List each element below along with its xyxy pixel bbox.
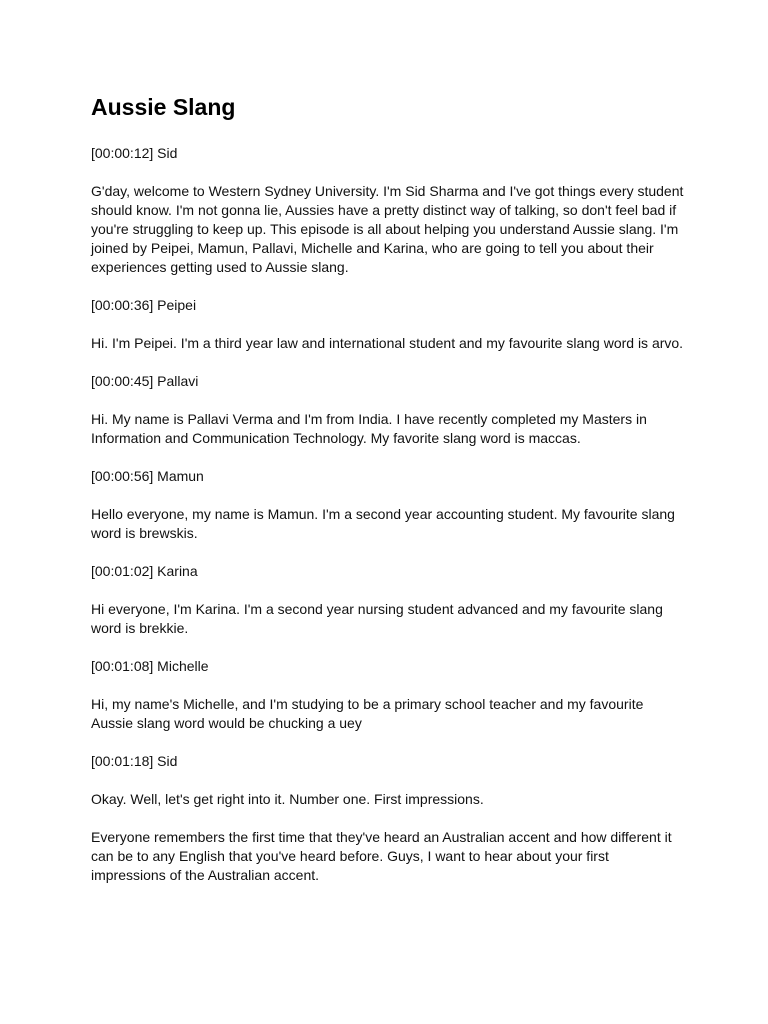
paragraph-line: can be to any English that you've heard before. Guys, I want to hear about your first: [91, 848, 609, 864]
transcript-paragraph: [91, 505, 691, 543]
paragraph-line: word is brewskis.: [91, 525, 198, 541]
transcript-paragraph: [91, 790, 691, 809]
paragraph-line: word is brekkie.: [91, 620, 189, 636]
speaker-timestamp: [00:00:45] Pallavi: [91, 373, 199, 389]
transcript-paragraph: [91, 334, 691, 353]
paragraph-line: Hi, my name's Michelle, and I'm studying to be a primary school teacher and my favourite: [91, 696, 644, 712]
transcript-paragraph: [91, 600, 691, 638]
transcript-entry: [91, 296, 691, 353]
paragraph-line: Aussie slang word would be chucking a uey: [91, 715, 362, 731]
transcript-entries: [91, 144, 691, 885]
speaker-timestamp: [00:01:18] Sid: [91, 753, 178, 769]
transcript-paragraph: [91, 182, 691, 277]
paragraph-line: Hi. My name is Pallavi Verma and I'm from India. I have recently completed my Masters in: [91, 411, 647, 427]
paragraph-line: Okay. Well, let's get right into it. Number one. First impressions.: [91, 791, 484, 807]
transcript-paragraph: [91, 828, 691, 885]
transcript-entry: [91, 562, 691, 638]
paragraph-line: Everyone remembers the first time that they've heard an Australian accent and how different it: [91, 829, 672, 845]
document-title: Aussie Slang: [91, 94, 236, 120]
transcript-entry: [91, 657, 691, 733]
paragraph-line: G'day, welcome to Western Sydney University. I'm Sid Sharma and I've got things every student: [91, 183, 684, 199]
speaker-timestamp: [00:00:12] Sid: [91, 145, 178, 161]
paragraph-line: should know. I'm not gonna lie, Aussies have a pretty distinct way of talking, so don't feel bad if: [91, 202, 677, 218]
paragraph-line: Hello everyone, my name is Mamun. I'm a second year accounting student. My favourite slang: [91, 506, 675, 522]
paragraph-line: Hi. I'm Peipei. I'm a third year law and international student and my favourite slang word is arvo.: [91, 335, 684, 351]
paragraph-line: Information and Communication Technology. My favorite slang word is maccas.: [91, 430, 581, 446]
transcript-entry: [91, 372, 691, 448]
paragraph-line: experiences getting used to Aussie slang.: [91, 259, 349, 275]
paragraph-line: impressions of the Australian accent.: [91, 867, 320, 883]
speaker-timestamp: [00:00:56] Mamun: [91, 468, 204, 484]
transcript-paragraph: [91, 410, 691, 448]
transcript-entry: [91, 752, 691, 885]
speaker-timestamp: [00:01:02] Karina: [91, 563, 198, 579]
paragraph-line: joined by Peipei, Mamun, Pallavi, Michelle and Karina, who are going to tell you about their: [91, 240, 654, 256]
paragraph-line: Hi everyone, I'm Karina. I'm a second year nursing student advanced and my favourite slang: [91, 601, 663, 617]
paragraph-line: you're struggling to keep up. This episode is all about helping you understand Aussie slang. I'm: [91, 221, 679, 237]
transcript-paragraph: [91, 695, 691, 733]
transcript-entry: [91, 467, 691, 543]
speaker-timestamp: [00:01:08] Michelle: [91, 658, 209, 674]
transcript-page: [91, 92, 691, 904]
transcript-entry: [91, 144, 691, 277]
speaker-timestamp: [00:00:36] Peipei: [91, 297, 197, 313]
